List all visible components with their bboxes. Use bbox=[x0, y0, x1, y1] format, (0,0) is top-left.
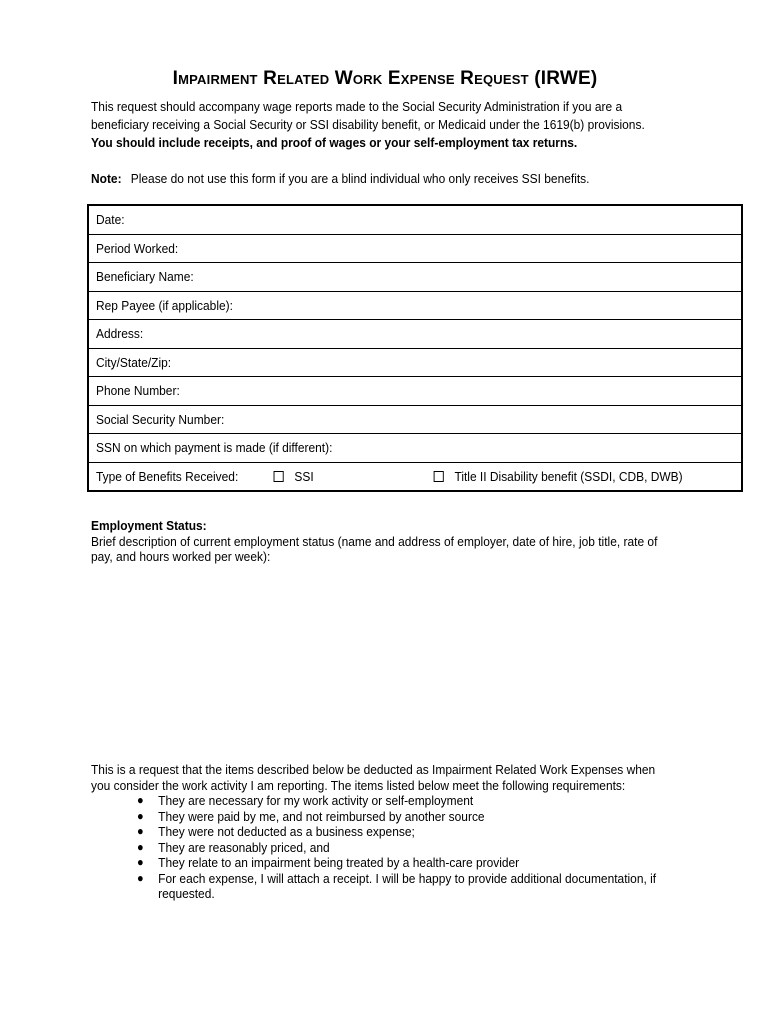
field-row-address[interactable] bbox=[88, 320, 742, 349]
employment-status-heading: Employment Status: bbox=[91, 518, 207, 533]
field-row-beneficiary-name[interactable] bbox=[88, 263, 742, 292]
bullet-icon: ● bbox=[137, 839, 144, 854]
list-item: ● They are reasonably priced, and bbox=[137, 839, 330, 855]
note bbox=[91, 170, 589, 188]
field-row-city-state-zip[interactable] bbox=[88, 348, 742, 377]
list-item: ● They are necessary for my work activity or self-employment bbox=[137, 793, 474, 808]
ssi-option-label: SSI bbox=[294, 468, 314, 484]
beneficiary-info-table bbox=[87, 204, 743, 492]
field-label-rep-payee: Rep Payee (if applicable): bbox=[96, 297, 233, 313]
employment-status-description bbox=[91, 534, 689, 564]
list-item: ● They were paid by me, and not reimbursed by another source bbox=[137, 808, 485, 824]
intro-line-1: This request should accompany wage reports made to the Social Security Administration if you are a bbox=[91, 99, 623, 114]
field-row-phone[interactable] bbox=[88, 377, 742, 406]
employment-desc-line-1: Brief description of current employment status (name and address of employer, date of hire, job title, rate of bbox=[91, 534, 658, 549]
intro-line-2: beneficiary receiving a Social Security or SSI disability benefit, or Medicaid under the 1619(b) provisions. bbox=[91, 117, 645, 132]
ssi-option[interactable] bbox=[273, 469, 313, 484]
field-row-benefits-type bbox=[88, 462, 742, 491]
field-label-payment-ssn: SSN on which payment is made (if different): bbox=[96, 440, 333, 456]
intro-paragraph bbox=[91, 98, 735, 152]
note-label: Note: bbox=[91, 171, 122, 186]
field-label-ssn: Social Security Number: bbox=[96, 411, 225, 427]
bullet-icon: ● bbox=[137, 855, 144, 869]
field-label-address: Address: bbox=[96, 326, 144, 342]
request-line-1: This is a request that the items described below be deducted as Impairment Related Work Expenses when bbox=[91, 762, 656, 777]
title-ii-option[interactable] bbox=[433, 469, 682, 484]
benefits-label: Type of Benefits Received: bbox=[96, 468, 239, 484]
list-item: ● For each expense, I will attach a receipt. I will be happy to provide additional documentation, if requested. bbox=[137, 870, 657, 901]
title-ii-option-label: Title II Disability benefit (SSDI, CDB, DWB) bbox=[454, 468, 683, 484]
field-label-phone: Phone Number: bbox=[96, 383, 180, 399]
list-item: ● They were not deducted as a business expense; bbox=[137, 824, 415, 839]
bullet-icon: ● bbox=[137, 870, 144, 885]
benefits-row bbox=[96, 469, 683, 484]
irwe-request-section bbox=[91, 762, 689, 902]
field-label-beneficiary-name: Beneficiary Name: bbox=[96, 269, 194, 285]
employment-desc-line-2: pay, and hours worked per week): bbox=[91, 549, 271, 564]
bullet-icon: ● bbox=[137, 824, 144, 838]
field-row-rep-payee[interactable] bbox=[88, 291, 742, 320]
title-ii-checkbox[interactable] bbox=[433, 471, 443, 482]
field-row-ssn[interactable] bbox=[88, 405, 742, 434]
field-label-period-worked: Period Worked: bbox=[96, 240, 179, 256]
ssi-checkbox[interactable] bbox=[273, 471, 283, 482]
field-row-period-worked[interactable] bbox=[88, 234, 742, 263]
bullet-icon: ● bbox=[137, 808, 144, 823]
requirements-list bbox=[91, 793, 689, 902]
field-label-city-state-zip: City/State/Zip: bbox=[96, 354, 172, 370]
field-label-date: Date: bbox=[96, 212, 125, 228]
bullet-icon: ● bbox=[137, 793, 144, 807]
form-title: Impairment Related Work Expense Request (IRWE) bbox=[172, 68, 598, 89]
note-text: Please do not use this form if you are a blind individual who only receives SSI benefits. bbox=[130, 171, 590, 186]
field-row-date[interactable] bbox=[88, 205, 742, 234]
field-row-payment-ssn[interactable] bbox=[88, 434, 742, 463]
request-line-2: you consider the work activity I am reporting. The items listed below meet the following requirements: bbox=[91, 777, 626, 793]
list-item: ● They relate to an impairment being treated by a health-care provider bbox=[137, 855, 520, 870]
intro-line-3: You should include receipts, and proof of wages or your self-employment tax returns. bbox=[91, 135, 578, 150]
